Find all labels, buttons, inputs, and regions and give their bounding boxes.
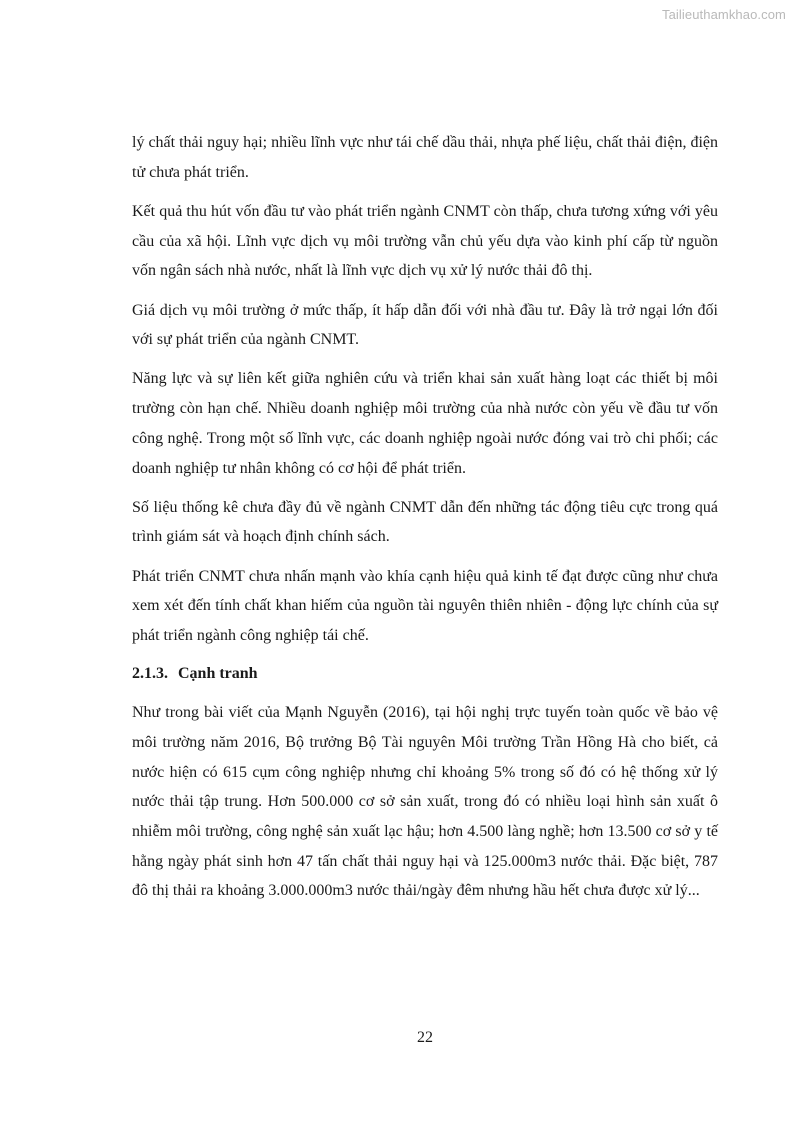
paragraph: Phát triển CNMT chưa nhấn mạnh vào khía cạnh hiệu quả kinh tế đạt được cũng như chưa xem xét đến tính chất khan hiếm của nguồn tài nguyên thiên nhiên - động lực chính của sự phát triển ngành công nghiệp tái chế. — [132, 567, 718, 645]
paragraph: Giá dịch vụ môi trường ở mức thấp, ít hấp dẫn đối với nhà đầu tư. Đây là trở ngại lớn đối với sự phát triển của ngành CNMT. — [132, 301, 718, 349]
section-title: Cạnh tranh — [178, 665, 258, 683]
paragraph: Năng lực và sự liên kết giữa nghiên cứu và triển khai sản xuất hàng loạt các thiết bị môi trường còn hạn chế. Nhiều doanh nghiệp môi trường của nhà nước còn yếu về đầu tư vốn công nghệ. Trong một số lĩnh vực, các doanh nghiệp ngoài nước đóng vai trò chi phối; các doanh nghiệp tư nhân không có cơ hội để phát triển. — [132, 370, 718, 477]
section-number: 2.1.3. — [132, 665, 168, 683]
page-number: 22 — [417, 1029, 433, 1046]
paragraph: Số liệu thống kê chưa đầy đủ về ngành CNMT dẫn đến những tác động tiêu cực trong quá trình giám sát và hoạch định chính sách. — [132, 498, 718, 546]
paragraph: Kết quả thu hút vốn đầu tư vào phát triển ngành CNMT còn thấp, chưa tương xứng với yêu cầu của xã hội. Lĩnh vực dịch vụ môi trường vẫn chủ yếu dựa vào kinh phí cấp từ nguồn vốn ngân sách nhà nước, nhất là lĩnh vực dịch vụ xử lý nước thải đô thị. — [132, 202, 718, 280]
paragraph: Như trong bài viết của Mạnh Nguyễn (2016), tại hội nghị trực tuyến toàn quốc về bảo vệ môi trường năm 2016, Bộ trưởng Bộ Tài nguyên Môi trường Trần Hồng Hà cho biết, cả nước hiện có 615 cụm công nghiệp nhưng chỉ khoảng 5% trong số đó có hệ thống xử lý nước thải tập trung. Hơn 500.000 cơ sở sản xuất, trong đó có nhiều loại hình sản xuất ô nhiễm môi trường, công nghệ sản xuất lạc hậu; hơn 4.500 làng nghề; hơn 13.500 cơ sở y tế hằng ngày phát sinh hơn 47 tấn chất thải nguy hại và 125.000m3 nước thải. Đặc biệt, 787 đô thị thải ra khoảng 3.000.000m3 nước thải/ngày đêm nhưng hầu hết chưa được xử lý... — [132, 704, 718, 900]
section-heading — [132, 660, 718, 688]
paragraph: lý chất thải nguy hại; nhiều lĩnh vực như tái chế dầu thải, nhựa phế liệu, chất thải điện, điện tử chưa phát triển. — [132, 134, 718, 181]
watermark-text: Tailieuthamkhao.com — [661, 7, 786, 22]
document-body — [132, 128, 718, 916]
